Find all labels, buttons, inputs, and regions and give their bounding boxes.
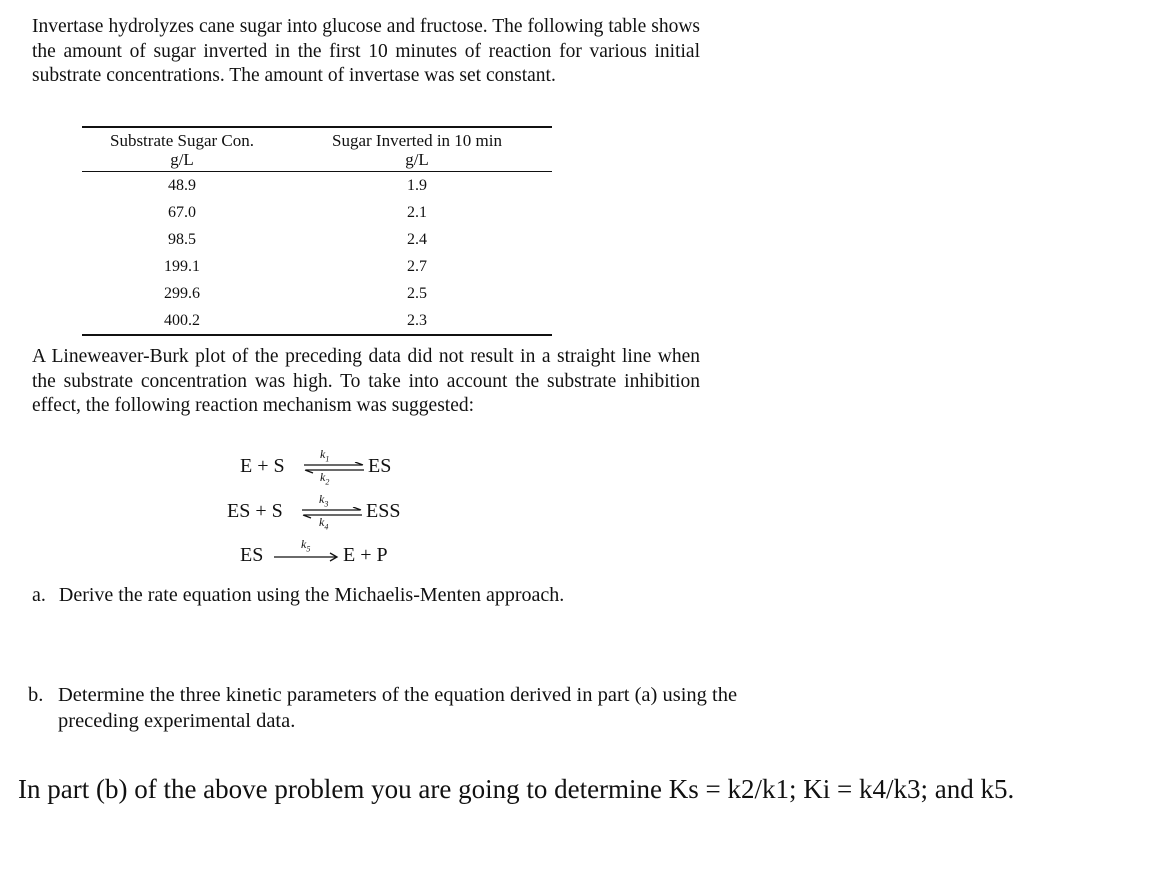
table-row [82, 307, 552, 335]
substrate-cell: 199.1 [164, 257, 200, 275]
inverted-cell: 2.3 [282, 307, 552, 335]
table-row [82, 280, 552, 307]
equilibrium-arrow-icon [300, 507, 364, 519]
header-inverted: Sugar Inverted in 10 min [332, 131, 502, 150]
rate-constant-k3: $k_3$ [319, 492, 329, 509]
inverted-cell: 2.7 [407, 257, 427, 275]
reaction-1-left: E + S [240, 455, 285, 477]
equilibrium-arrow-icon [302, 462, 366, 474]
inverted-cell: 2.1 [407, 203, 427, 221]
intro-paragraph: Invertase hydrolyzes cane sugar into glucose and fructose. The following table shows the amount of sugar inverted in the first 10 minutes of reaction for various initial substrate concentrations. The amount of invertase was set constant. [32, 16, 700, 86]
substrate-cell: 48.9 [168, 176, 196, 194]
rate-constant-k1: $k_1$ [320, 447, 330, 464]
part-a [32, 584, 564, 607]
reaction-3-left: ES [240, 544, 264, 566]
table-row [82, 199, 552, 226]
data-table [82, 126, 552, 336]
part-a-text: Derive the rate equation using the Michaelis-Menten approach. [58, 584, 565, 606]
header-inverted-unit: g/L [282, 150, 552, 172]
reaction-2-right: ESS [366, 500, 401, 522]
substrate-cell: 67.0 [168, 203, 196, 221]
substrate-cell: 98.5 [168, 230, 196, 248]
inverted-cell: 2.4 [407, 230, 427, 248]
rate-constant-k4: $k_4$ [319, 515, 329, 532]
note-paragraph: In part (b) of the above problem you are going to determine Ks = k2/k1; Ki = k4/k3; and k5. [18, 774, 1015, 804]
table-row [82, 226, 552, 253]
rate-constant-k5: $k_5$ [301, 537, 311, 554]
part-b-text: Determine the three kinetic parameters of the equation derived in part (a) using the preceding experimental data. [58, 684, 738, 732]
table-row [82, 253, 552, 280]
lineweaver-paragraph: A Lineweaver-Burk plot of the preceding data did not result in a straight line when the substrate concentration was high. To take into account the substrate inhibition effect, the following reaction mechanism was suggested: [32, 346, 700, 416]
substrate-cell: 400.2 [82, 307, 282, 335]
header-substrate: Substrate Sugar Con. [109, 131, 255, 150]
inverted-cell: 1.9 [407, 176, 427, 194]
part-a-label: a. [32, 584, 46, 606]
inverted-cell: 2.5 [407, 284, 427, 302]
reaction-1-right: ES [368, 455, 392, 477]
table-row [82, 172, 552, 200]
reaction-3-right: E + P [343, 544, 388, 566]
header-substrate-unit: g/L [82, 150, 282, 172]
rate-constant-k2: $k_2$ [320, 470, 330, 487]
part-b-label: b. [28, 684, 44, 706]
reaction-2-left: ES + S [227, 500, 283, 522]
substrate-cell: 299.6 [164, 284, 200, 302]
